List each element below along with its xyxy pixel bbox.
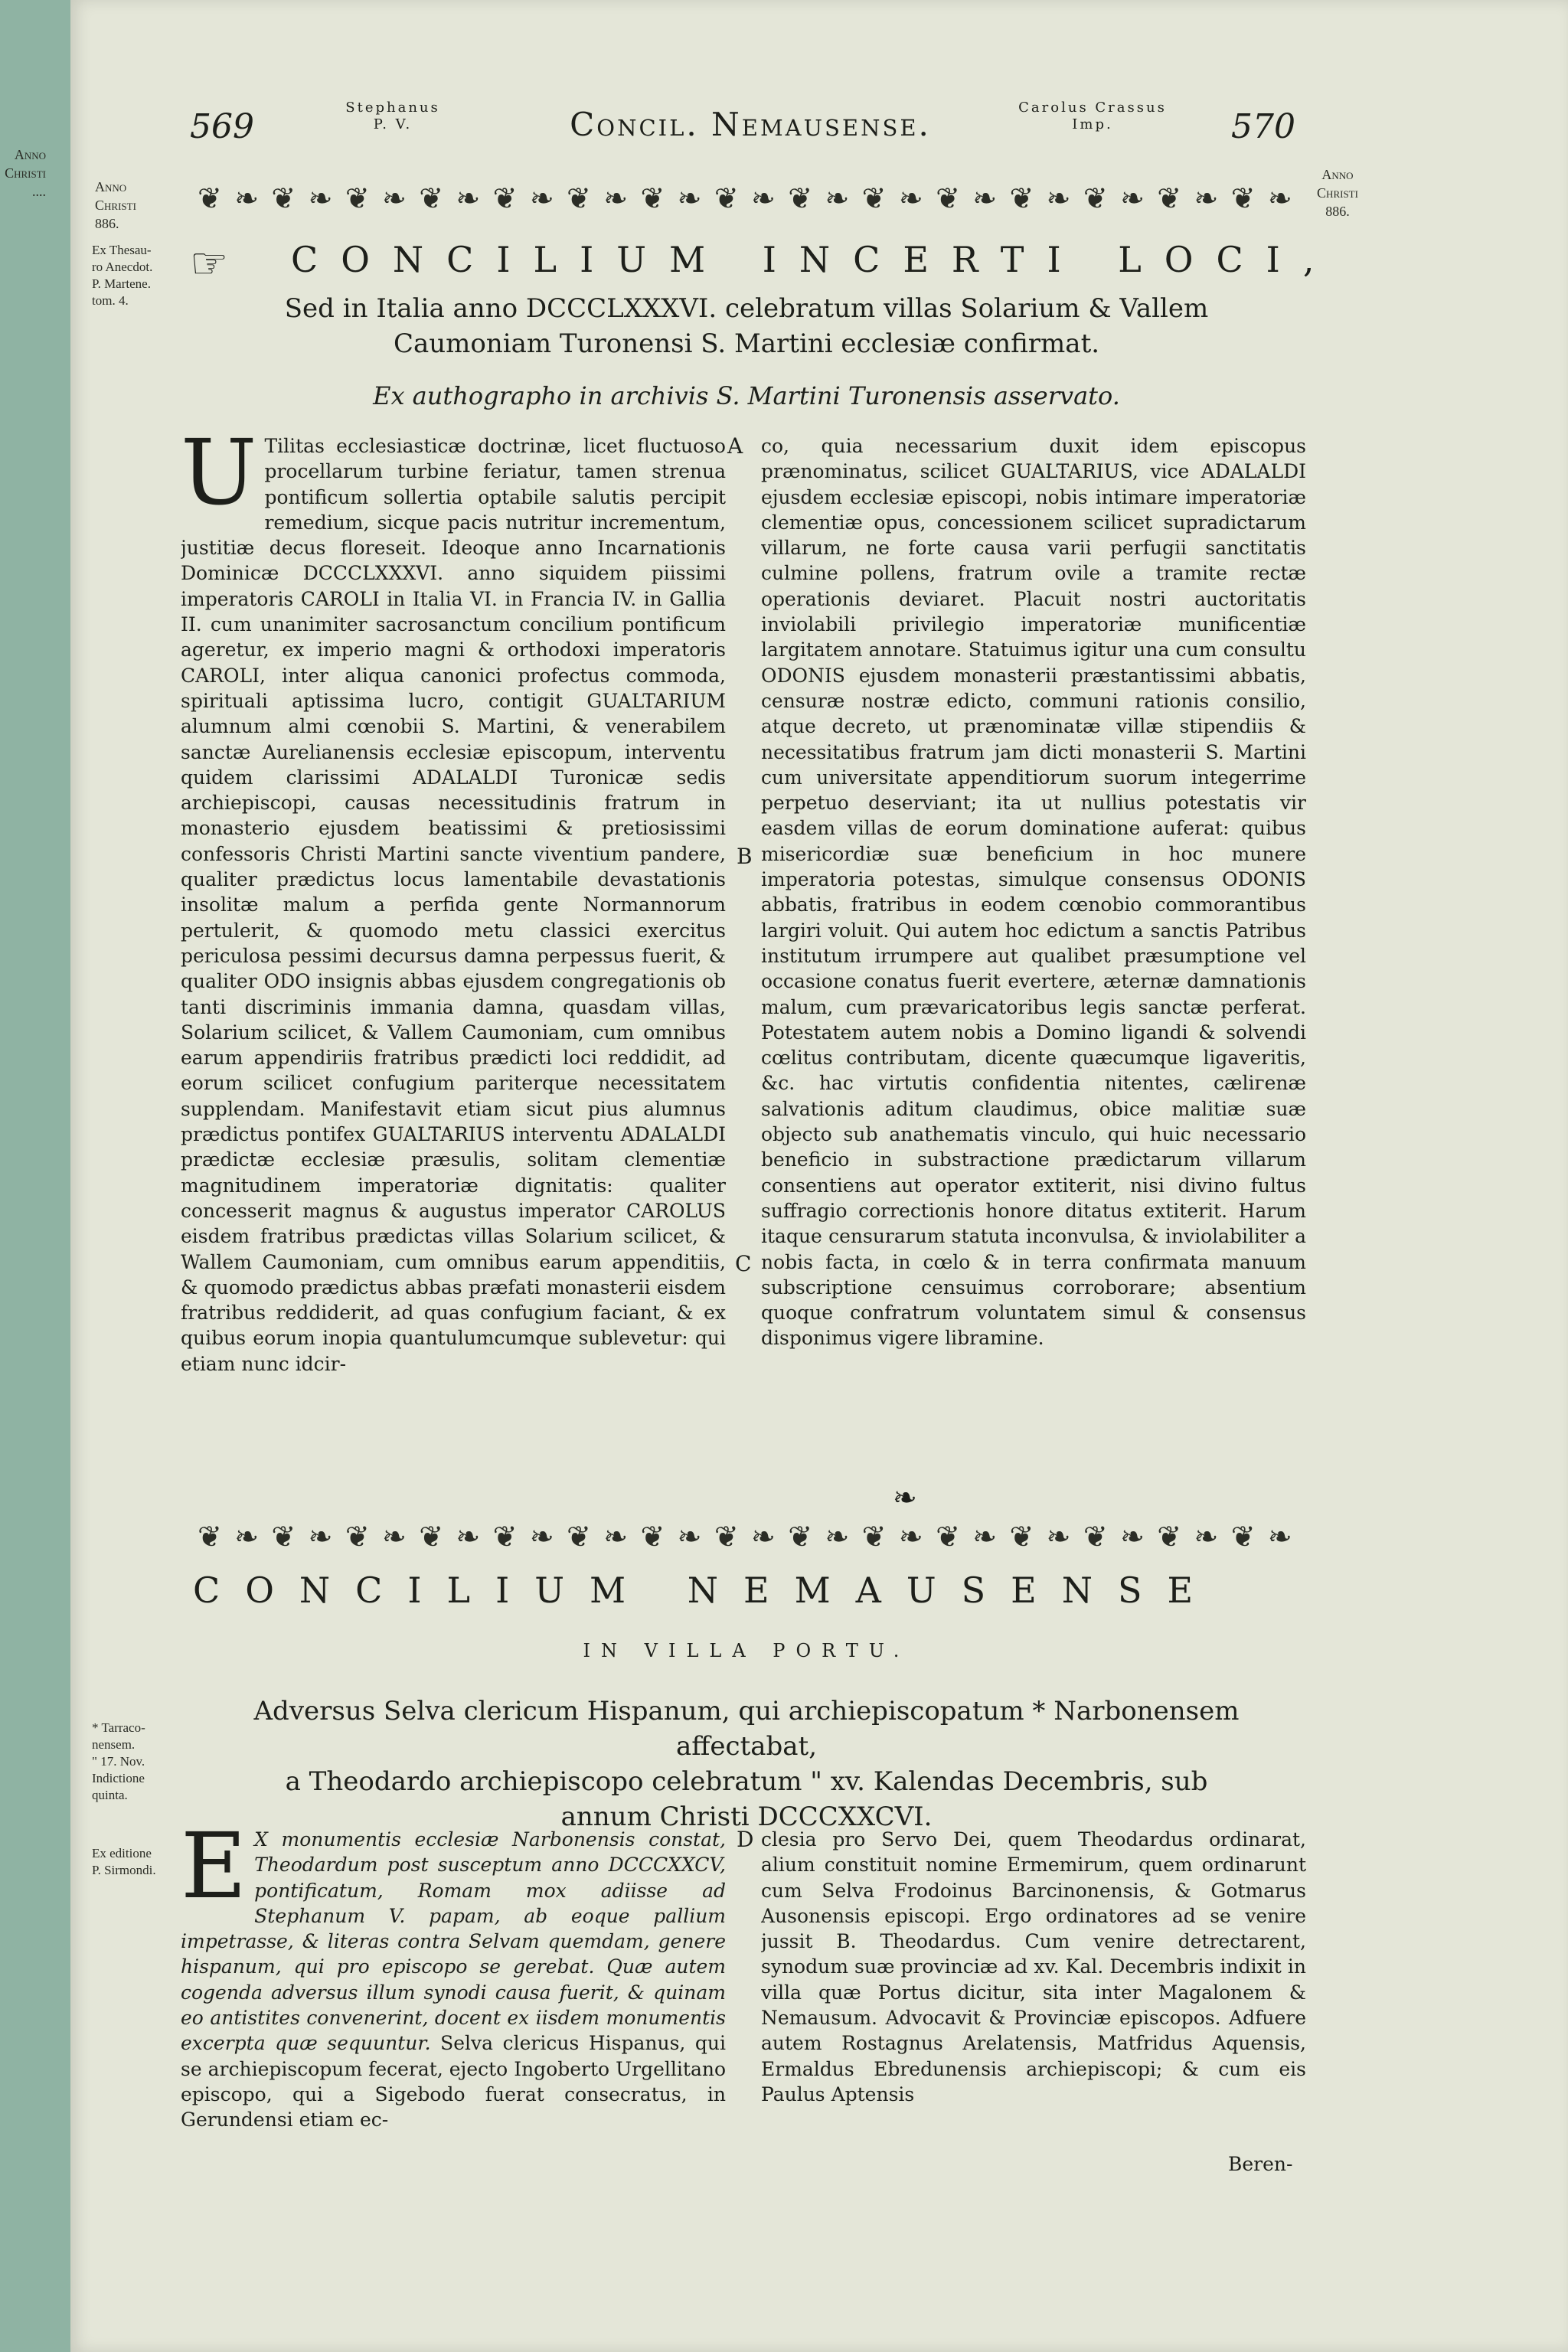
subtitle-line: Caumoniam Turonensi S. Martini ecclesiæ confirmat. — [393, 328, 1100, 359]
text-column-4 — [761, 1827, 1306, 2156]
running-head-right: Carolus Crassus Imp. — [1018, 100, 1167, 132]
margin-note-editione: Ex editione P. Sirmondi. — [92, 1846, 156, 1877]
column-letter-c: C — [735, 1251, 752, 1276]
page-number-right: 570 — [1231, 107, 1295, 146]
drop-cap-e: E — [181, 1827, 247, 1919]
drop-cap-u: U — [181, 433, 257, 525]
concilium-incerti-subtitle — [199, 291, 1294, 361]
end-mark-icon: ❧ — [893, 1481, 917, 1514]
subtitle-line: a Theodardo archiepiscopo celebratum " xv. Kalendas Decembris, sub — [285, 1766, 1208, 1797]
margin-year-left: Anno Christi 886. — [95, 179, 136, 231]
column-text: co, quia necessarium duxit idem episcopus prænominatus, scilicet GUALTARIUS, vice ADALALDI ejusdem ecclesiæ episcopi, nobis intimare imperatoriæ clementiæ opus, concessionem scilicet supradictarum villarum, ne forte causa varii perfugii sanctitatis culmine pollens, fratrum ovile a tramite rectæ operationis deviaret. Placuit nostri auctoritatis inviolabili privilegio imperatoriæ munificentiæ largitatem annotare. Statuimus igitur una cum consultu ODONIS ejusdem monasterii præstantissimi abbatis, censuræ nostræ edicto, communi rationis consilio, atque decreto, ut prænominatæ villæ stipendiis & necessitatibus fratrum jam dicti monasterii S. Martini cum universitate appenditiorum suorum integerrime perpetuo deserviant; ita ut nullius potestatis vir easdem villas de eorum dominatione auferat: quibus misericordiæ suæ beneficium in hoc munere imperatoria potestas, simulque consensus ODONIS abbatis, fratribus in eodem cœnobio commorantibus largiri voluit. Qui autem hoc edictum a sanctis Patribus institutum irrumpere aut qualibet præsumptione vel occasione conatus fuerit evertere, æternæ damnationis malum, cum prævaricatoribus legis sanctæ perferat. Potestatem autem nobis a Domino ligandi & solvendi cœlitus contributam, dicente quæcumque ligaveritis, &c. hac virtutis confidentia nitentes, cælігenæ salvationis aditum claudimus, obice malitiæ suæ objecto sub anathematis vinculo, qui huic necessario beneficio in substractione prædictarum villarum consentiens aut operator extiterit, nisi divino fultus suffragio correctionis honore ditatus extiterit. Harum itaque censurarum statuta inconvulsa, & inviolabiliter a nobis facta, in cœlo & in terra confirmata manuum subscriptione censuimus corroborare; absentium quoque confratrum voluntatem simul & consensus disponimus vigere libramine. — [761, 435, 1306, 1350]
previous-page-edge: Anno Christi .... — [5, 147, 46, 199]
margin-note-source: Ex Thesau- ro Anecdot. P. Martene. tom. 4. — [92, 243, 153, 308]
running-head-left: Stephanus P. V. — [345, 100, 440, 132]
column-text: Tilitas ecclesiasticæ doctrinæ, licet fluctuoso procellarum turbine feriatur, tamen strenua pontificum sollertia optabile salutis percipit remedium, sicque pacis nutritur incrementum, justitiæ decus floreseit. Ideoque anno Incarnationis Dominicæ DCCCLXXXVI. anno siquidem piissimi imperatoris CAROLI in Italia VI. in Francia IV. in Gallia II. cum unanimiter sacrosanctum concilium pontificum ageretur, ex imperio magni & orthodoxi imperatoris CAROLI, inter aliqua canonici profectus commoda, spirituali aptissima lucro, contigit GUALTARIUM alumnum almi cœnobii S. Martini, & venerabilem sanctæ Aurelianensis ecclesiæ episcopum, interventu quidem clarissimi ADALALDI Turonicæ sedis archiepiscopi, causas necessitudinis fratrum in monasterio ejusdem beatissimi & pretiosissimi confessoris Christi Martini sancte viventium pandere, qualiter prædictus locus lamentabile devastationis insolitæ malum a perfida gente Normannorum pertulerit, & quomodo metu classici exercitus periculosa pessimi decursus damna perpessus fuerit, & qualiter ODO insignis abbas ejusdem congregationis ob tanti discriminis immania damna, quasdam villas, Solarium scilicet, & Vallem Caumoniam, cum omnibus earum appendiriis fratribus prædicti loci reddidit, ad eorum scilicet confugium pariterque necessitatem supplendam. Manifestavit etiam sicut pius alumnus prædictus pontifex GUALTARIUS interventu ADALALDI prædictæ ecclesiæ præsulis, solitam clementiæ magnitudinem imperatoriæ dignitatis: qualiter concesserit magnus & augustus imperator CAROLUS eisdem fratribus prædictas villas Solarium scilicet, & Wallem Caumoniam, cum omnibus earum appenditiis, & quomodo prædictus abbas præfati monasterii eisdem fratribus reddiderit, ad quas confugium faciant, & ex quibus eorum inopia quantulumcumque sublevetur: qui etiam nunc idcir- — [181, 435, 726, 1375]
text-column-3 — [181, 1827, 726, 2156]
concilium-nemausense-title: CONCILIUM NEMAUSENSE — [193, 1570, 1219, 1611]
column-letter-b: B — [737, 844, 753, 869]
concilium-place: IN VILLA PORTU. — [583, 1640, 910, 1661]
ornament-band-top: ❦ ❧ ❦ ❧ ❦ ❧ ❦ ❧ ❦ ❧ ❦ ❧ ❦ ❧ ❦ ❧ ❦ ❧ ❦ ❧ ❦ ❧ ❦ ❧ ❦ ❧ ❦ ❧ ❦ ❧ — [198, 181, 1292, 215]
concilium-nemausense-subtitle — [199, 1694, 1294, 1834]
ornament-band-middle: ❦ ❧ ❦ ❧ ❦ ❧ ❦ ❧ ❦ ❧ ❦ ❧ ❦ ❧ ❦ ❧ ❦ ❧ ❦ ❧ ❦ ❧ ❦ ❧ ❦ ❧ ❦ ❧ ❦ ❧ — [198, 1520, 1292, 1553]
running-title: Concil. Nemausense. — [570, 106, 931, 143]
text-column-1 — [181, 433, 726, 1513]
text-column-2 — [761, 433, 1306, 1513]
column-text: Selva clericus Hispanus, qui se archiepiscopum fecerat, ejecto Ingoberto Urgellitano episcopo, qui a Sigebodo fuerat consecratus, in Gerundensi etiam ec- — [181, 2032, 726, 2132]
subtitle-line: Sed in Italia anno DCCCLXXXVI. celebratum villas Solarium & Vallem — [284, 293, 1209, 324]
catchword: Beren- — [1228, 2153, 1293, 2175]
page-number-left: 569 — [190, 107, 254, 146]
column-letter-a: A — [727, 433, 743, 459]
pointing-hand-icon: ☞ — [190, 239, 229, 289]
margin-note-tarraco: * Tarraco- nensem. " 17. Nov. Indictione quinta. — [92, 1720, 145, 1802]
source-note: Ex authographo in archivis S. Martini Turonensis asservato. — [373, 381, 1120, 410]
concilium-incerti-title: CONCILIUM INCERTI LOCI, — [291, 239, 1338, 280]
subtitle-line: Adversus Selva clericum Hispanum, qui archiepiscopatum * Narbonensem affectabat, — [253, 1696, 1240, 1762]
column-text-italic: X monumentis ecclesiæ Narbonensis constat, Theodardum post susceptum anno DCCCXXCV, pontificatum, Romam mox adiisse ad Stephanum V. papam, ab eoque pallium impetrasse, & literas contra Selvam quemdam, genere hispanum, qui pro episcopo se gerebat. Quæ autem cogenda adversus illum synodi causa fuerit, & quinam eo antistites convenerint, docent ex iisdem monumentis excerpta quæ sequuntur. — [181, 1828, 726, 2055]
subtitle-line: annum Christi DCCCXXCVI. — [560, 1802, 933, 1832]
running-header — [0, 100, 1568, 153]
column-letter-d: D — [737, 1827, 754, 1852]
margin-year-right: Anno Christi 886. — [1317, 167, 1358, 219]
column-text: clesia pro Servo Dei, quem Theodardus ordinarat, alium constituit nomine Ermemirum, quem ordinarunt cum Selva Frodoinus Barcinonensis, & Gotmarus Ausonensis episcopi. Ergo ordinatores ad se venire jussit B. Theodardus. Cum venire detrectarent, synodum suæ provinciæ ad xv. Kal. Decembris indixit in villa quæ Portus dicitur, sita inter Magalonem & Nemausum. Advocavit & Provinciæ episcopos. Adfuere autem Rostagnus Arelatensis, Matfridus Aquensis, Ermaldus Ebredunensis archiepiscopi; & cum eis Paulus Aptensis — [761, 1828, 1306, 2105]
